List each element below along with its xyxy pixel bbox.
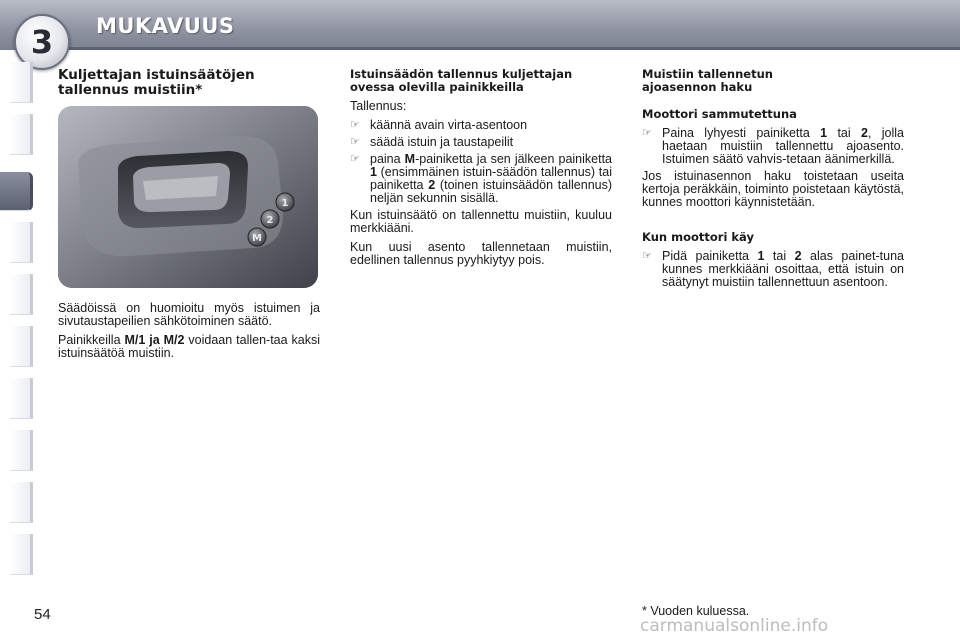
memory-button-2-label: 2 bbox=[266, 215, 274, 226]
text-fragment: , jolla haetaan muistiin tallennettu ajoasento. Istuimen säätö vahvis-tetaan äänimerkillä. bbox=[662, 126, 904, 166]
column-seat-memory-text bbox=[58, 302, 320, 366]
section-title bbox=[350, 68, 612, 94]
text-fragment: (ensimmäinen istuin-säädön tallennus) tai painiketta bbox=[370, 165, 612, 192]
column-seat-memory-intro bbox=[58, 68, 320, 106]
pointing-hand-icon: ☞ bbox=[350, 136, 360, 148]
section-title-line2: tallennus muistiin* bbox=[58, 82, 203, 98]
pointing-hand-icon: ☞ bbox=[350, 119, 360, 131]
section-title-line2: ajoasennon haku bbox=[642, 80, 753, 94]
chapter-tab-5[interactable] bbox=[10, 274, 33, 315]
intro-text: Tallennus: bbox=[350, 99, 407, 113]
paragraph-overwrite: Kun uusi asento tallennetaan muistiin, edellinen tallennus pyyhkiytyy pois. bbox=[350, 240, 612, 267]
text-fragment: Pidä painiketta bbox=[662, 249, 758, 263]
memory-button-m-label: M bbox=[252, 233, 262, 244]
text-fragment: paina bbox=[370, 152, 405, 166]
list-item bbox=[350, 153, 612, 205]
list-item bbox=[350, 119, 612, 132]
memory-button-1-label: 1 bbox=[281, 198, 289, 209]
list-item bbox=[350, 136, 612, 149]
chapter-tab-2[interactable] bbox=[10, 114, 33, 155]
list-item-text: säädä istuin ja taustapeilit bbox=[370, 135, 514, 149]
footnote: * Vuoden kuluessa. bbox=[642, 604, 750, 618]
paragraph-beep: Kun istuinsäätö on tallennettu muistiin, kuuluu merkkiääni. bbox=[350, 208, 612, 235]
text-fragment: tai bbox=[827, 126, 861, 140]
section-title-line2: ovessa olevilla painikkeilla bbox=[350, 80, 524, 94]
section-title bbox=[58, 68, 320, 98]
button-name: M bbox=[404, 152, 416, 166]
text-fragment: -painiketta ja sen jälkeen painiketta bbox=[415, 152, 612, 166]
pointing-hand-icon: ☞ bbox=[350, 153, 360, 165]
section-title bbox=[642, 68, 904, 94]
button-name: 1 bbox=[757, 249, 765, 263]
button-name: 1 bbox=[370, 165, 377, 179]
chapter-number: 3 bbox=[30, 23, 54, 61]
list-item bbox=[642, 250, 904, 289]
button-name: 1 bbox=[820, 126, 828, 140]
text-fragment: voidaan tallen-taa kaksi istuinsäätöä muistiin. bbox=[58, 333, 321, 360]
button-names: M/1 ja M/2 bbox=[124, 333, 185, 347]
watermark: carmanualsonline.info bbox=[640, 616, 829, 636]
chapter-tab-7[interactable] bbox=[10, 378, 33, 419]
pointing-hand-icon: ☞ bbox=[642, 127, 652, 139]
subsection-engine-running: Kun moottori käy bbox=[642, 230, 754, 244]
chapter-tab-8[interactable] bbox=[10, 430, 33, 471]
list-item-text: käännä avain virta-asentoon bbox=[370, 118, 528, 132]
chapter-tab-6[interactable] bbox=[10, 326, 33, 367]
door-panel-photo bbox=[58, 106, 318, 288]
text-fragment: (toinen istuinsäädön tallennus) neljän sekunnin sisällä. bbox=[370, 178, 613, 205]
instruction-list bbox=[642, 127, 904, 166]
list-item bbox=[642, 127, 904, 166]
section-title-line1: Istuinsäädön tallennus kuljettajan bbox=[350, 67, 573, 81]
text-fragment: alas painet-tuna kunnes merkkiääni osoittaa, että istuin on säätynyt muistiin tallennettuun asentoon. bbox=[662, 249, 904, 289]
page-number: 54 bbox=[34, 606, 51, 623]
chapter-tab-9[interactable] bbox=[10, 482, 33, 523]
chapter-tab-4[interactable] bbox=[10, 222, 33, 263]
text-fragment: tai bbox=[764, 249, 795, 263]
button-name: 2 bbox=[428, 178, 436, 192]
column-recall bbox=[642, 68, 904, 293]
chapter-title: MUKAVUUS bbox=[96, 14, 235, 38]
paragraph-buttons bbox=[58, 334, 320, 360]
section-title-line1: Muistiin tallennetun bbox=[642, 67, 773, 81]
section-title-line1: Kuljettajan istuinsäätöjen bbox=[58, 67, 255, 83]
instruction-list bbox=[642, 250, 904, 289]
subsection-engine-off: Moottori sammutettuna bbox=[642, 107, 797, 121]
header-divider bbox=[60, 47, 960, 50]
chapter-tab-3-active[interactable] bbox=[0, 172, 33, 211]
text-fragment: Paina lyhyesti painiketta bbox=[662, 126, 821, 140]
door-handle-illustration bbox=[58, 106, 318, 288]
button-name: 2 bbox=[794, 249, 802, 263]
paragraph-adjustments: Säädöissä on huomioitu myös istuimen ja sivutaustapeilien sähkötoiminen säätö. bbox=[58, 301, 320, 328]
text-fragment: Painikkeilla bbox=[58, 333, 125, 347]
pointing-hand-icon: ☞ bbox=[642, 250, 652, 262]
paragraph-repeat: Jos istuinasennon haku toistetaan useita kertoja peräkkäin, toiminto poistetaan käytöstä, kunnes moottori käynnistetään. bbox=[642, 169, 904, 209]
instruction-list bbox=[350, 119, 612, 205]
button-name: 2 bbox=[861, 126, 868, 140]
chapter-tab-10[interactable] bbox=[10, 534, 33, 575]
chapter-tabs bbox=[0, 62, 34, 578]
chapter-tab-1[interactable] bbox=[10, 62, 33, 103]
column-saving bbox=[350, 68, 612, 273]
